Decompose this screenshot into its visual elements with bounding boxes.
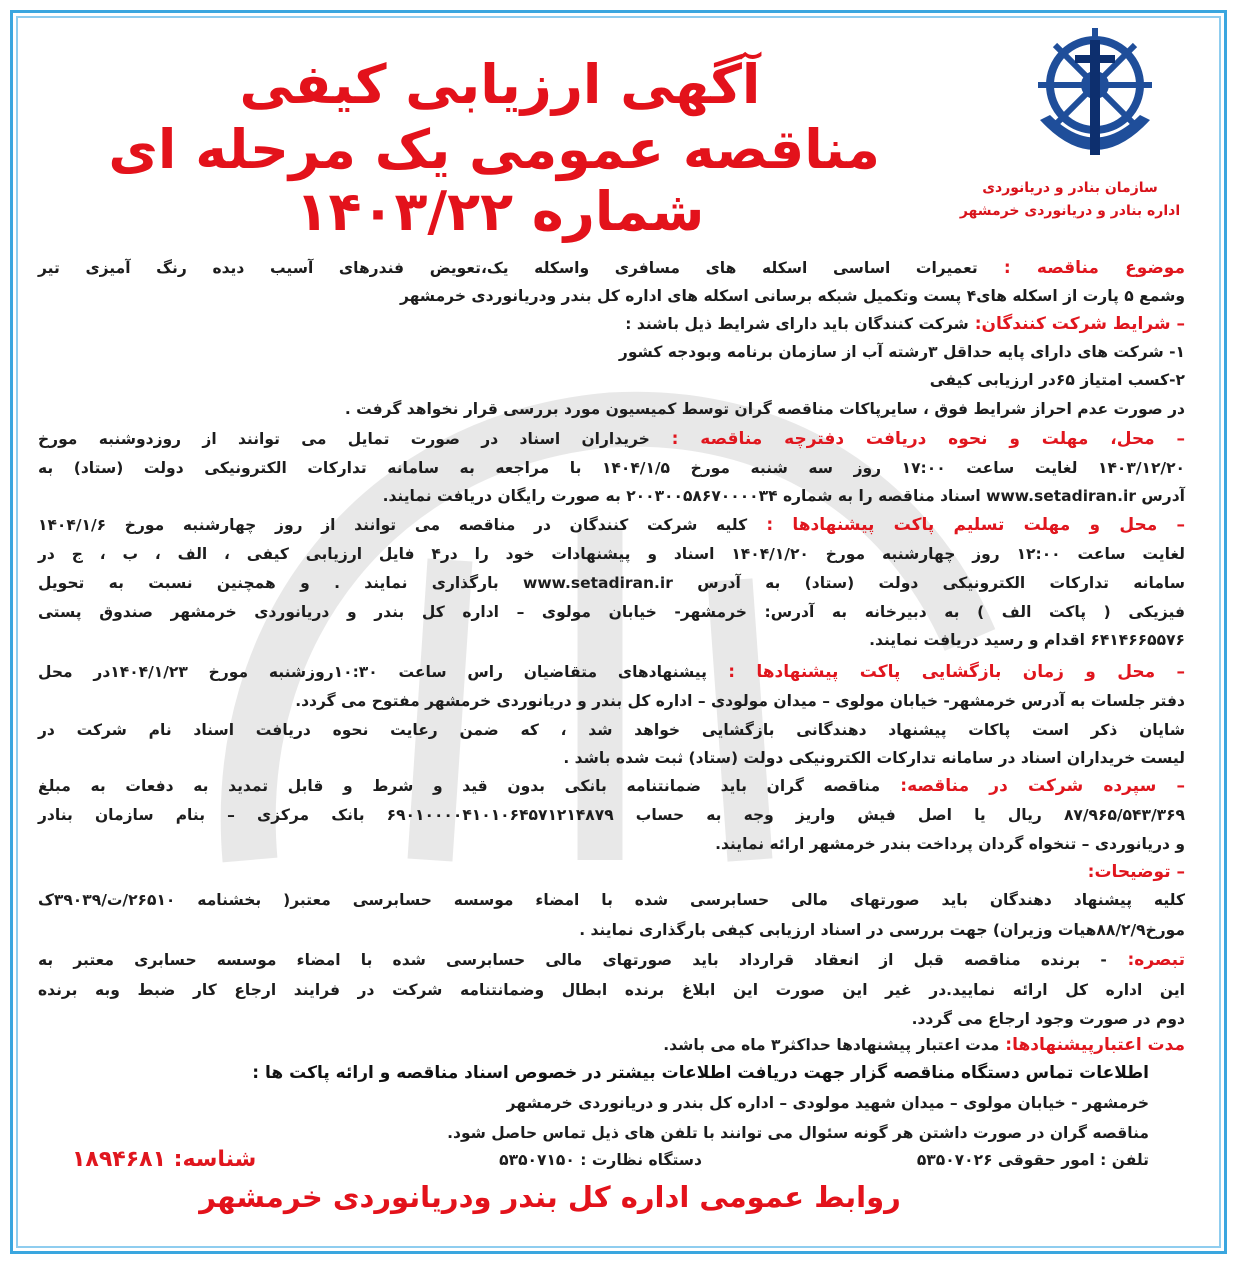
deposit-text: مناقصه گران باید ضمانتنامه بانکی بدون قید و شرط و قابل تمدید به دفعات به مبلغ (38, 777, 881, 795)
contact-address: خرمشهر - خیابان مولوی – میدان شهید مولودی – اداره کل بندر و دریانوردی خرمشهر (506, 1094, 1149, 1112)
anchor-ship-wheel-logo (1020, 20, 1170, 170)
footer-public-relations: روابط عمومی اداره کل بندر ودریانوردی خرمشهر (199, 1180, 901, 1214)
org-name: سازمان بنادر و دریانوردی (982, 180, 1158, 196)
conditions-item: ۱- شرکت های دارای پایه حداقل ۳رشته آب از سازمان برنامه وبودجه کشور (618, 343, 1185, 361)
title-line-1: آگهی ارزیابی کیفی (239, 53, 761, 116)
submission-line: سامانه تدارکات الکترونیکی دولت (ستاد) به آدرس www.setadiran.ir بارگذاری نمایند . و همچنین نسبت به تحویل (38, 574, 1185, 592)
opening-line (38, 659, 1185, 685)
documents-line: آدرس www.setadiran.ir اسناد مناقصه را به شماره ۲۰۰۳۰۰۵۸۶۷۰۰۰۰۳۴ به صورت رایگان دریافت نمایند. (382, 487, 1185, 505)
conditions-line (38, 311, 1185, 337)
deposit-line: و دریانوردی – تنخواه گردان پرداخت بندر خرمشهر ارائه نمایند. (715, 835, 1185, 853)
opening-text: پیشنهادهای متقاضیان راس ساعت ۱۰:۳۰روزشنبه مورخ ۱۴۰۴/۱/۲۳در محل (38, 663, 707, 681)
remark-line: این اداره کل ارائه نمایید.در غیر این صورت این ابلاغ برنده ابطال وضمانتنامه شرکت در فرایند ارجاع کار ضبط وبه برنده (38, 981, 1185, 999)
notes-label: – توضیحات: (1087, 862, 1185, 882)
remark-line (38, 947, 1185, 973)
documents-line (38, 426, 1185, 452)
validity-text: مدت اعتبار پیشنهادها حداکثر۳ ماه می باشد. (663, 1036, 1000, 1054)
remark-label: تبصره: (1106, 950, 1185, 970)
documents-text: خریداران اسناد در صورت تمایل می توانند از روزدوشنبه مورخ (38, 430, 650, 448)
title-line-2: مناقصه عمومی یک مرحله ای (108, 118, 880, 181)
subject-line: وشمع ۵ پارت از اسکله های۴ پست وتکمیل شبکه برسانی اسکله های اداره کل بندر ودریانوردی خرمشهر (399, 287, 1185, 305)
submission-text: کلیه شرکت کنندگان در مناقصه می توانند از روز چهارشنبه مورخ ۱۴۰۴/۱/۶ (38, 516, 748, 534)
deposit-line: ۸۷/۹۶۵/۵۴۳/۳۶۹ ریال یا اصل فیش واریز وجه به حساب ۶۹۰۱۰۰۰۰۴۱۰۱۰۶۴۵۷۱۲۱۴۸۷۹ بانک مرکزی – بنام سازمان بنادر (38, 806, 1185, 824)
org-office: اداره بنادر و دریانوردی خرمشهر (959, 203, 1181, 219)
conditions-note: در صورت عدم احراز شرایط فوق ، سایرپاکات مناقصه گران توسط کمیسیون مورد بررسی قرار نخواهد گرفت . (344, 400, 1185, 418)
title-line-3: شماره ۱۴۰۳/۲۲ (295, 180, 705, 243)
subject-line (38, 255, 1185, 281)
subject-text: تعمیرات اساسی اسکله های مسافری واسکله یک،تعویض فندرهای آسیب دیده رنگ آمیزی تیر (38, 259, 978, 277)
submission-line: لغایت ساعت ۱۲:۰۰ روز چهارشنبه مورخ ۱۴۰۴/۱/۲۰ اسناد و پیشنهادات خود را در۴ فایل ارزیابی کیفی ، الف ، ب ، ج در (38, 545, 1185, 563)
opening-label: – محل و زمان بازگشایی پاکت پیشنهادها : (706, 662, 1185, 682)
documents-line: ۱۴۰۳/۱۲/۲۰ لغایت ساعت ۱۷:۰۰ روز سه شنبه مورخ ۱۴۰۴/۱/۵ با مراجعه به سامانه تدارکات الکترونیکی دولت (ستاد) به (38, 459, 1185, 477)
conditions-label: – شرایط شرکت کنندگان: (968, 314, 1185, 334)
opening-line: دفتر جلسات به آدرس خرمشهر- خیابان مولوی – میدان مولودی – اداره کل بندر و دریانوردی خرمشهر مفتوح می گردد. (295, 692, 1185, 710)
phone-supervision: دستگاه نظارت : ۵۳۵۰۷۱۵۰ (499, 1151, 702, 1169)
subject-label: موضوع مناقصه : (977, 258, 1185, 278)
opening-line: شایان ذکر است پاکات پیشنهاد دهندگانی بازگشایی خواهد شد ، که ضمن رعایت نحوه دریافت اسناد نام شرکت در (38, 721, 1185, 739)
ad-id: شناسه: ۱۸۹۴۶۸۱ (72, 1147, 257, 1172)
submission-line (38, 512, 1185, 538)
notes-line: کلیه پیشنهاد دهندگان باید صورتهای مالی حسابرسی شده با امضاء موسسه حسابرسی معتبر( بخشنامه ۲۶۵۱۰/ت/۳۹۰۳۹ک (38, 891, 1185, 909)
notes-line: مورخ۸۸/۲/۹هیات وزیران) جهت بررسی در اسناد ارزیابی کیفی بارگذاری نمایند . (579, 921, 1185, 939)
conditions-item: ۲-کسب امتیاز ۶۵در ارزیابی کیفی (929, 371, 1185, 389)
deposit-line (38, 773, 1185, 799)
submission-line: فیزیکی ( پاکت الف ) به دبیرخانه به آدرس: خرمشهر- خیابان مولوی – اداره کل بندر و دریانوردی خرمشهر صندوق پستی (38, 603, 1185, 621)
contact-heading: اطلاعات تماس دستگاه مناقصه گزار جهت دریافت اطلاعات بیشتر در خصوص اسناد مناقصه و ارائه پاکت ها : (252, 1063, 1149, 1083)
validity-line (38, 1032, 1185, 1058)
opening-line: لیست خریداران اسناد در سامانه تدارکات الکترونیکی دولت (ستاد) ثبت شده باشد . (563, 749, 1185, 767)
submission-label: – محل و مهلت تسلیم پاکت پیشنهادها : (747, 515, 1185, 535)
submission-line: ۶۴۱۴۶۶۵۵۷۶ اقدام و رسید دریافت نمایند. (869, 631, 1185, 649)
conditions-text: شرکت کنندگان باید دارای شرایط ذیل باشند : (625, 315, 969, 333)
contact-question: مناقصه گران در صورت داشتن هر گونه سئوال می توانند با تلفن های ذیل تماس حاصل شود. (447, 1124, 1149, 1142)
deposit-label: – سپرده شرکت در مناقصه: (880, 776, 1186, 796)
remark-text: - برنده مناقصه قبل از انعقاد قرارداد باید صورتهای مالی حسابرسی شده با امضاء موسسه حسابری معتبر به (38, 951, 1107, 969)
documents-label: – محل، مهلت و نحوه دریافت دفترچه مناقصه : (649, 429, 1185, 449)
phone-legal: تلفن : امور حقوقی ۵۳۵۰۷۰۲۶ (916, 1151, 1149, 1169)
validity-label: مدت اعتبارپیشنهادها: (999, 1035, 1185, 1055)
remark-line: دوم در صورت وجود ارجاع می گردد. (911, 1010, 1185, 1028)
